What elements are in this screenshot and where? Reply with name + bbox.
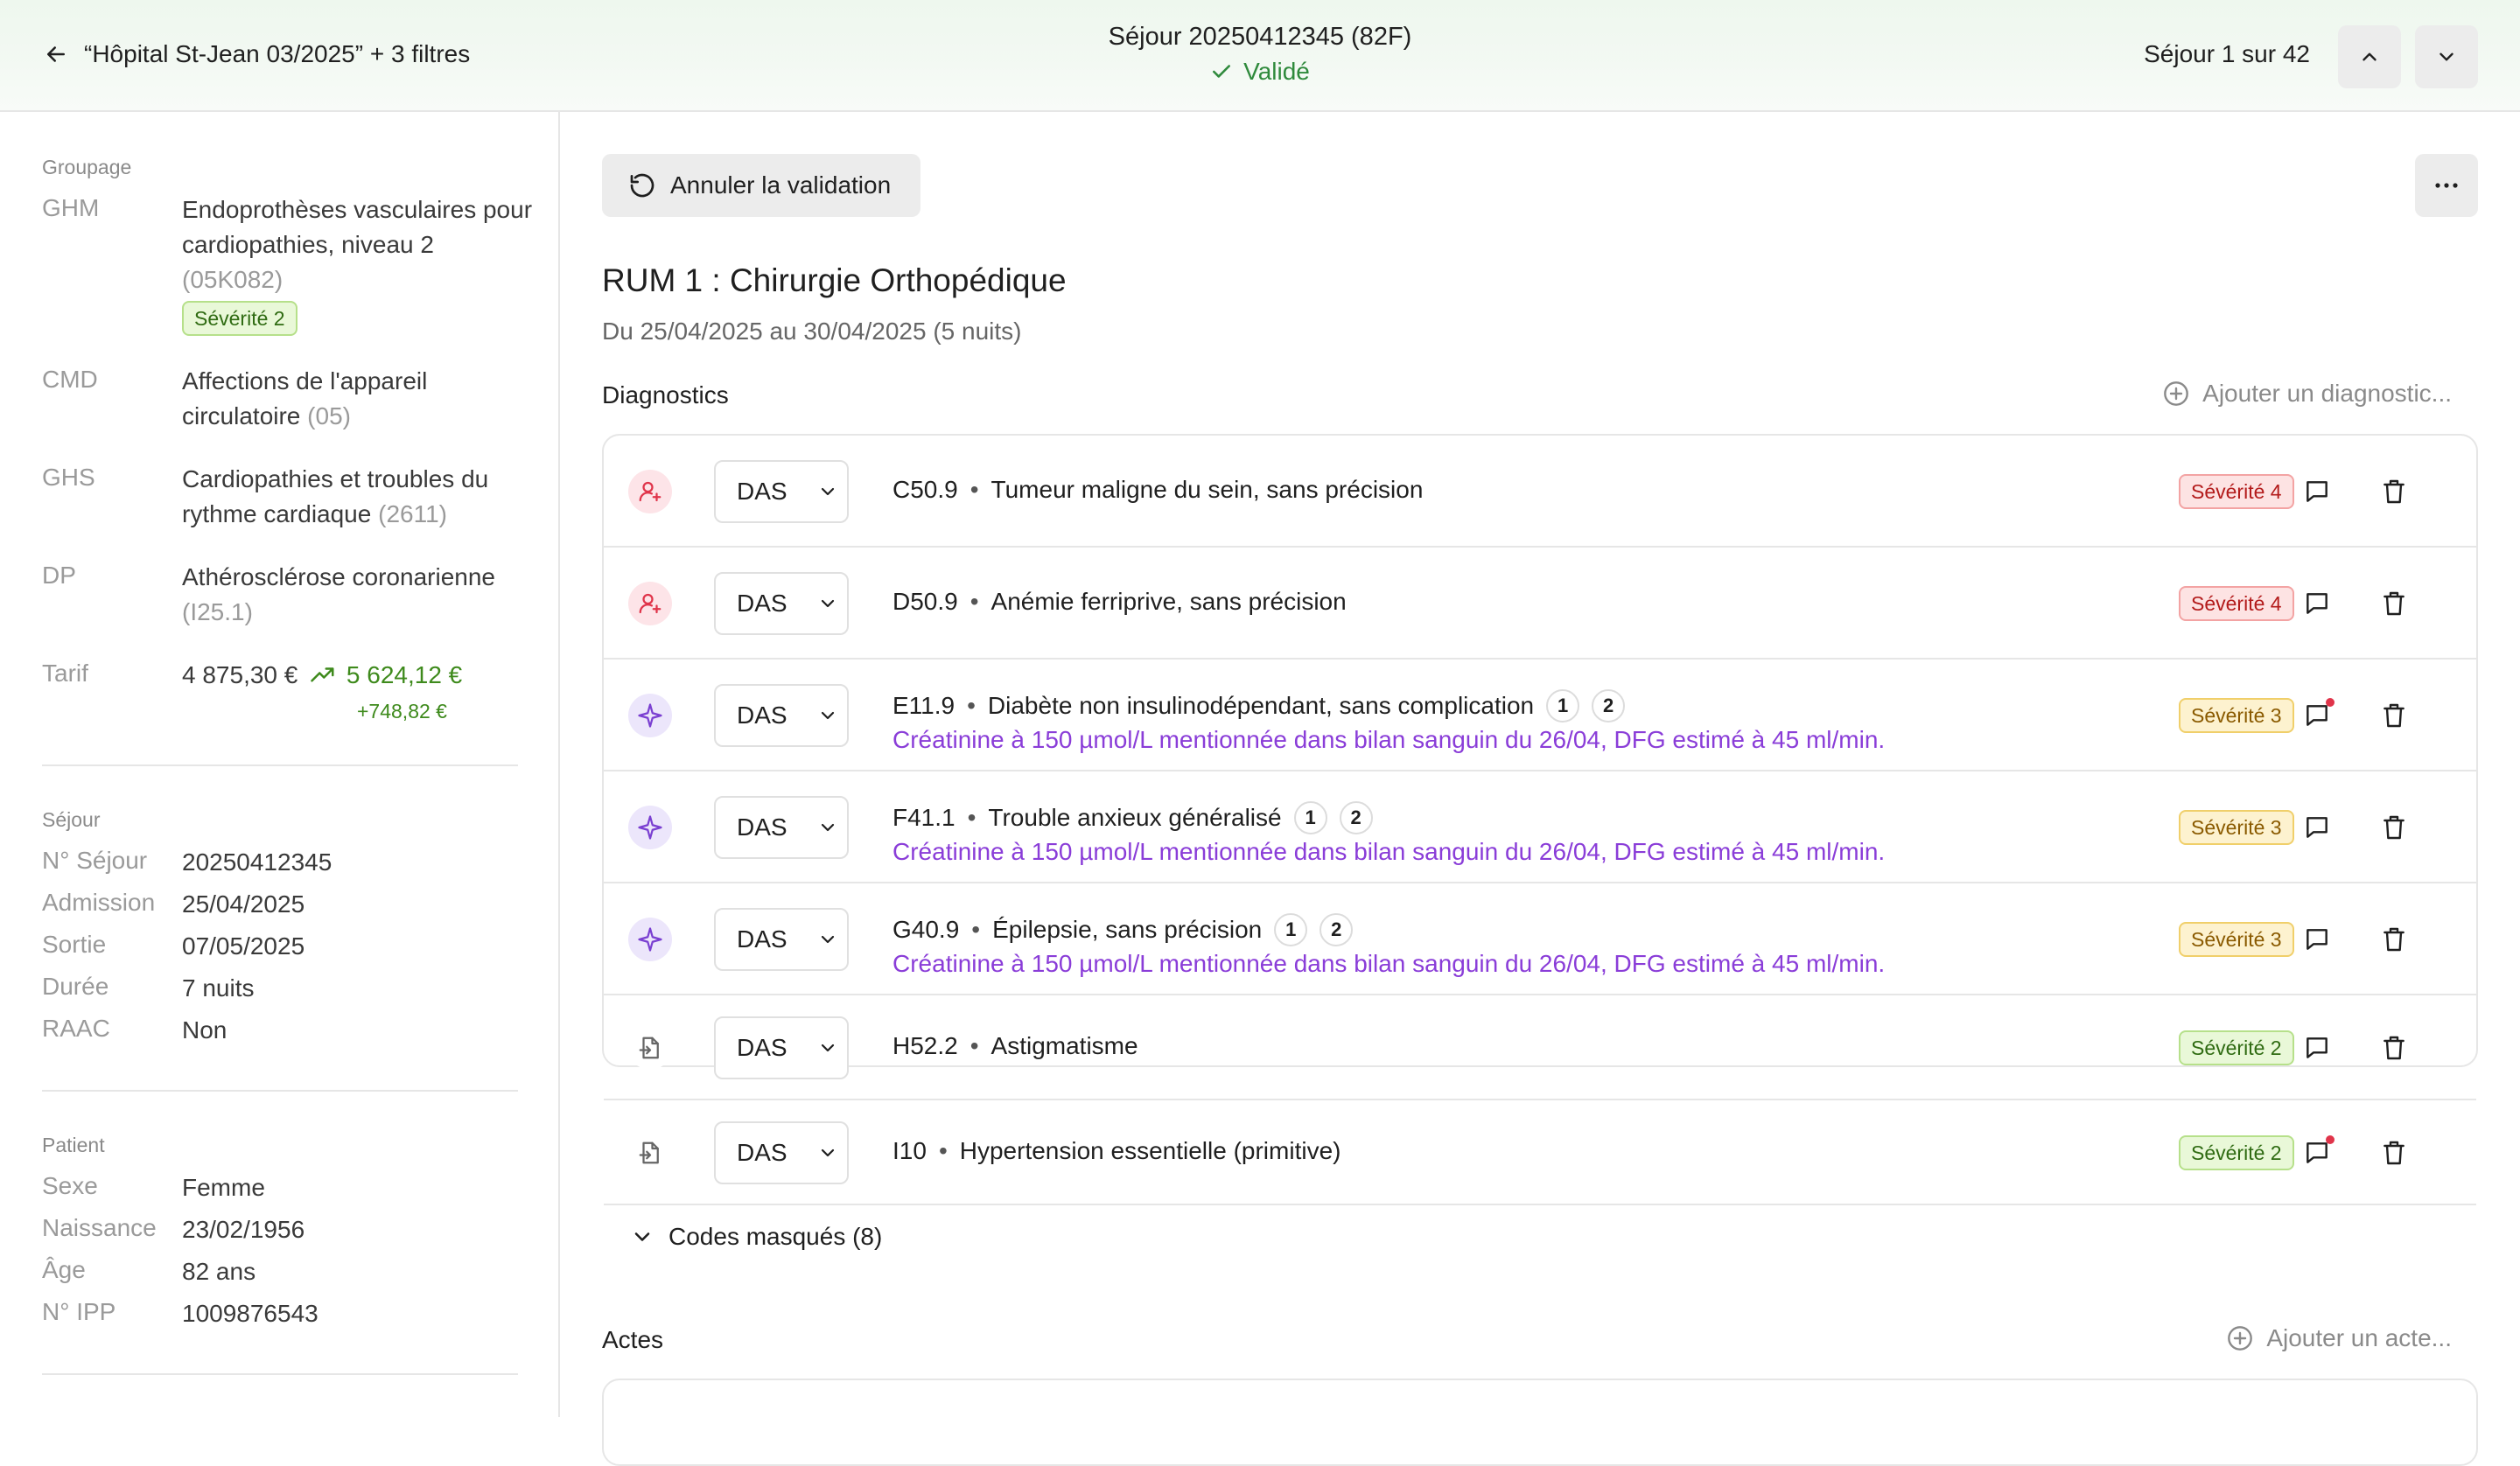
undo-validation-label: Annuler la validation xyxy=(670,171,892,199)
trash-icon xyxy=(2380,813,2408,841)
diagnostic-row[interactable] xyxy=(604,548,2476,660)
trash-icon xyxy=(2380,1034,2408,1062)
separator-dot: • xyxy=(938,1137,948,1164)
ghs-label: Cardiopathies et troubles du rythme cardiaque xyxy=(182,465,489,527)
diagnostic-code: F41.1 xyxy=(892,804,956,831)
diagnostic-row[interactable] xyxy=(604,771,2476,883)
patient-add-icon xyxy=(628,582,672,625)
evidence-ref-badge[interactable]: 1 xyxy=(1294,801,1327,834)
diagnostic-code: C50.9 xyxy=(892,476,958,503)
ghm-label: Endoprothèses vasculaires pour cardiopathies, niveau 2 xyxy=(182,196,533,258)
rum-panel xyxy=(562,112,2520,1417)
rum-dates: Du 25/04/2025 au 30/04/2025 (5 nuits) xyxy=(602,318,1022,345)
more-options-button[interactable] xyxy=(2415,154,2478,217)
admission-value: 25/04/2025 xyxy=(182,890,305,918)
delete-button[interactable] xyxy=(2373,583,2415,625)
sidebar-divider xyxy=(42,764,518,766)
separator-dot: • xyxy=(970,1032,979,1059)
ghs-code: (2611) xyxy=(378,500,447,527)
ghm-severity-badge: Sévérité 2 xyxy=(182,301,298,336)
diagnostic-type-value: DAS xyxy=(737,590,788,617)
severity-label: Sévérité 4 xyxy=(2179,474,2294,509)
diagnostic-type-select[interactable] xyxy=(714,460,849,523)
naissance-key: Naissance xyxy=(42,1214,157,1241)
comment-icon xyxy=(2303,590,2331,618)
groupage-section-label: Groupage xyxy=(42,156,132,178)
document-import-icon xyxy=(628,1131,672,1175)
sidebar-divider xyxy=(42,1373,518,1375)
sexe-value: Femme xyxy=(182,1174,265,1201)
diagnostic-code-line xyxy=(892,801,1373,834)
chevron-down-icon xyxy=(817,929,838,950)
ai-sparkle-icon xyxy=(628,694,672,737)
chevron-down-icon xyxy=(817,1037,838,1058)
diagnostic-type-select[interactable] xyxy=(714,908,849,971)
chevron-down-icon xyxy=(630,1225,654,1249)
chevron-up-icon xyxy=(2358,45,2381,68)
diagnostics-list xyxy=(602,434,2478,1250)
ghm-key: GHM xyxy=(42,194,100,221)
more-horizontal-icon xyxy=(2433,182,2460,189)
severity-badge xyxy=(2179,810,2294,845)
diagnostic-code-line xyxy=(892,1032,1138,1060)
separator-dot: • xyxy=(970,588,979,615)
sortie-key: Sortie xyxy=(42,931,107,958)
severity-label: Sévérité 3 xyxy=(2179,698,2294,733)
diagnostic-label: Diabète non insulinodépendant, sans complication xyxy=(987,692,1535,719)
diagnostic-code: E11.9 xyxy=(892,692,956,719)
diagnostic-code-line xyxy=(892,588,1347,616)
tarif-key: Tarif xyxy=(42,660,88,687)
diagnostic-code-line xyxy=(892,689,1625,723)
sejour-title: Séjour 20250412345 (82F) xyxy=(1108,23,1412,51)
severity-label: Sévérité 2 xyxy=(2179,1135,2294,1170)
diagnostic-type-value: DAS xyxy=(737,702,788,729)
previous-sejour-button[interactable] xyxy=(2338,25,2401,88)
chevron-down-icon xyxy=(817,1142,838,1163)
diagnostic-label: Épilepsie, sans précision xyxy=(992,916,1263,943)
evidence-ref-badge[interactable]: 2 xyxy=(1320,913,1353,946)
chevron-down-icon xyxy=(817,481,838,502)
admission-key: Admission xyxy=(42,889,156,916)
comment-button[interactable] xyxy=(2296,806,2338,848)
comment-icon xyxy=(2303,925,2331,953)
dp-value xyxy=(182,560,532,630)
diagnostic-type-value: DAS xyxy=(737,925,788,953)
cmd-value xyxy=(182,364,532,434)
separator-dot: • xyxy=(970,476,979,503)
delete-button[interactable] xyxy=(2373,806,2415,848)
ipp-value: 1009876543 xyxy=(182,1300,318,1327)
diagnostic-evidence: Créatinine à 150 µmol/L mentionnée dans bilan sanguin du 26/04, DFG estimé à 45 ml/min. xyxy=(892,950,1886,977)
ghs-key: GHS xyxy=(42,464,95,491)
tarif-value xyxy=(182,658,532,729)
evidence-ref-badge[interactable]: 1 xyxy=(1274,913,1307,946)
diagnostic-label: Trouble anxieux généralisé xyxy=(988,804,1282,831)
chevron-down-icon xyxy=(817,593,838,614)
duree-key: Durée xyxy=(42,973,109,1000)
sejour-section-label: Séjour xyxy=(42,808,101,831)
tarif-old: 4 875,30 € xyxy=(182,661,298,688)
dp-code: (I25.1) xyxy=(182,598,253,625)
sidebar-divider xyxy=(42,1090,518,1092)
comment-icon xyxy=(2303,478,2331,506)
diagnostic-type-value: DAS xyxy=(737,1034,788,1061)
sejour-counter: Séjour 1 sur 42 xyxy=(2144,40,2310,67)
ghm-value xyxy=(182,192,532,336)
ai-sparkle-icon xyxy=(628,806,672,849)
next-sejour-button[interactable] xyxy=(2415,25,2478,88)
chevron-down-icon xyxy=(817,705,838,726)
diagnostic-type-select[interactable] xyxy=(714,572,849,635)
undo-icon xyxy=(628,171,656,199)
severity-label: Sévérité 4 xyxy=(2179,586,2294,621)
raac-key: RAAC xyxy=(42,1015,110,1042)
separator-dot: • xyxy=(971,916,981,943)
diagnostic-code-line xyxy=(892,476,1423,504)
delete-button[interactable] xyxy=(2373,695,2415,736)
masked-codes-label: Codes masqués (8) xyxy=(668,1223,883,1250)
diagnostic-evidence: Créatinine à 150 µmol/L mentionnée dans bilan sanguin du 26/04, DFG estimé à 45 ml/min. xyxy=(892,838,1886,865)
chevron-down-icon xyxy=(2435,45,2458,68)
delete-button[interactable] xyxy=(2373,1132,2415,1174)
separator-dot: • xyxy=(967,692,976,719)
notification-dot xyxy=(2326,698,2334,707)
comment-button[interactable] xyxy=(2296,583,2338,625)
diagnostic-code-line xyxy=(892,1137,1340,1165)
trash-icon xyxy=(2380,478,2408,506)
diagnostic-type-select[interactable] xyxy=(714,684,849,747)
severity-badge xyxy=(2179,1135,2294,1170)
naissance-value: 23/02/1956 xyxy=(182,1216,305,1243)
diagnostic-evidence: Créatinine à 150 µmol/L mentionnée dans bilan sanguin du 26/04, DFG estimé à 45 ml/min. xyxy=(892,726,1886,753)
diagnostic-row[interactable] xyxy=(604,995,2476,1100)
add-diagnostic-label: Ajouter un diagnostic... xyxy=(2202,380,2452,407)
diagnostic-type-select[interactable] xyxy=(714,796,849,859)
sortie-value: 07/05/2025 xyxy=(182,932,305,960)
diagnostic-code: H52.2 xyxy=(892,1032,958,1059)
filter-breadcrumb[interactable]: “Hôpital St-Jean 03/2025” + 3 filtres xyxy=(84,40,471,67)
comment-icon xyxy=(2303,813,2331,841)
validation-status xyxy=(910,58,1610,86)
comment-button[interactable] xyxy=(2296,471,2338,513)
age-key: Âge xyxy=(42,1256,86,1283)
diagnostic-label: Hypertension essentielle (primitive) xyxy=(959,1137,1341,1164)
comment-icon xyxy=(2303,1034,2331,1062)
diagnostic-type-select[interactable] xyxy=(714,1016,849,1079)
severity-label: Sévérité 2 xyxy=(2179,1030,2294,1065)
check-icon xyxy=(1210,60,1233,83)
evidence-ref-badge[interactable]: 2 xyxy=(1592,689,1625,723)
add-diagnostic-link[interactable] xyxy=(2162,380,2452,408)
dp-label: Athérosclérose coronarienne xyxy=(182,563,495,590)
status-label: Validé xyxy=(1243,58,1310,85)
severity-badge xyxy=(2179,586,2294,621)
ipp-key: N° IPP xyxy=(42,1298,116,1325)
diagnostic-row[interactable] xyxy=(604,436,2476,548)
sejour-number-value: 20250412345 xyxy=(182,848,332,876)
back-arrow-icon[interactable] xyxy=(40,38,72,70)
diagnostic-label: Anémie ferriprive, sans précision xyxy=(990,588,1347,615)
diagnostic-code: G40.9 xyxy=(892,916,960,943)
rum-title: RUM 1 : Chirurgie Orthopédique xyxy=(602,262,1067,298)
actes-list xyxy=(602,1379,2478,1466)
severity-badge xyxy=(2179,922,2294,957)
undo-validation-button[interactable] xyxy=(602,154,920,217)
patient-add-icon xyxy=(628,470,672,513)
trash-icon xyxy=(2380,590,2408,618)
top-bar xyxy=(0,0,2520,112)
separator-dot: • xyxy=(967,804,976,831)
diagnostic-row[interactable] xyxy=(604,1100,2476,1205)
delete-button[interactable] xyxy=(2373,1027,2415,1069)
notification-dot xyxy=(2326,1135,2334,1144)
tarif-delta: +748,82 € xyxy=(357,700,447,723)
severity-label: Sévérité 3 xyxy=(2179,810,2294,845)
add-acte-label: Ajouter un acte... xyxy=(2266,1324,2452,1351)
comment-button[interactable] xyxy=(2296,695,2338,736)
trash-icon xyxy=(2380,925,2408,953)
patient-section-label: Patient xyxy=(42,1134,105,1156)
evidence-ref-badge[interactable]: 1 xyxy=(1546,689,1579,723)
diagnostic-code: I10 xyxy=(892,1137,927,1164)
sejour-number-key: N° Séjour xyxy=(42,847,148,874)
comment-button[interactable] xyxy=(2296,1132,2338,1174)
add-acte-link[interactable] xyxy=(2226,1324,2452,1352)
ghs-value xyxy=(182,462,532,532)
actes-heading: Actes xyxy=(602,1326,664,1353)
diagnostic-row[interactable] xyxy=(604,660,2476,771)
diagnostic-type-value: DAS xyxy=(737,1139,788,1166)
chevron-down-icon xyxy=(817,817,838,838)
cmd-key: CMD xyxy=(42,366,98,393)
evidence-ref-badge[interactable]: 2 xyxy=(1340,801,1373,834)
diagnostic-row[interactable] xyxy=(604,883,2476,995)
severity-badge xyxy=(2179,474,2294,509)
tarif-new: 5 624,12 € xyxy=(346,661,463,688)
trash-icon xyxy=(2380,702,2408,730)
diagnostic-label: Astigmatisme xyxy=(990,1032,1138,1059)
sejour-sidebar xyxy=(0,112,560,1417)
cmd-code: (05) xyxy=(307,402,351,429)
severity-badge xyxy=(2179,698,2294,733)
masked-codes-toggle[interactable] xyxy=(604,1205,2476,1268)
delete-button[interactable] xyxy=(2373,918,2415,960)
sexe-key: Sexe xyxy=(42,1172,98,1199)
ghm-code: (05K082) xyxy=(182,266,284,293)
plus-circle-icon xyxy=(2226,1324,2254,1352)
comment-button[interactable] xyxy=(2296,918,2338,960)
raac-value: Non xyxy=(182,1016,228,1044)
ai-sparkle-icon xyxy=(628,918,672,961)
severity-badge xyxy=(2179,1030,2294,1065)
diagnostic-type-value: DAS xyxy=(737,813,788,841)
cmd-label: Affections de l'appareil circulatoire xyxy=(182,367,428,429)
dp-key: DP xyxy=(42,562,76,589)
diagnostic-type-value: DAS xyxy=(737,478,788,505)
diagnostic-code: D50.9 xyxy=(892,588,958,615)
delete-button[interactable] xyxy=(2373,471,2415,513)
diagnostic-code-line xyxy=(892,913,1353,946)
comment-button[interactable] xyxy=(2296,1027,2338,1069)
age-value: 82 ans xyxy=(182,1258,256,1285)
severity-label: Sévérité 3 xyxy=(2179,922,2294,957)
trash-icon xyxy=(2380,1139,2408,1167)
trend-up-icon xyxy=(310,666,336,685)
plus-circle-icon xyxy=(2162,380,2190,408)
diagnostic-label: Tumeur maligne du sein, sans précision xyxy=(990,476,1424,503)
duree-value: 7 nuits xyxy=(182,974,255,1002)
diagnostic-type-select[interactable] xyxy=(714,1121,849,1184)
document-import-icon xyxy=(628,1026,672,1070)
diagnostics-heading: Diagnostics xyxy=(602,381,729,408)
